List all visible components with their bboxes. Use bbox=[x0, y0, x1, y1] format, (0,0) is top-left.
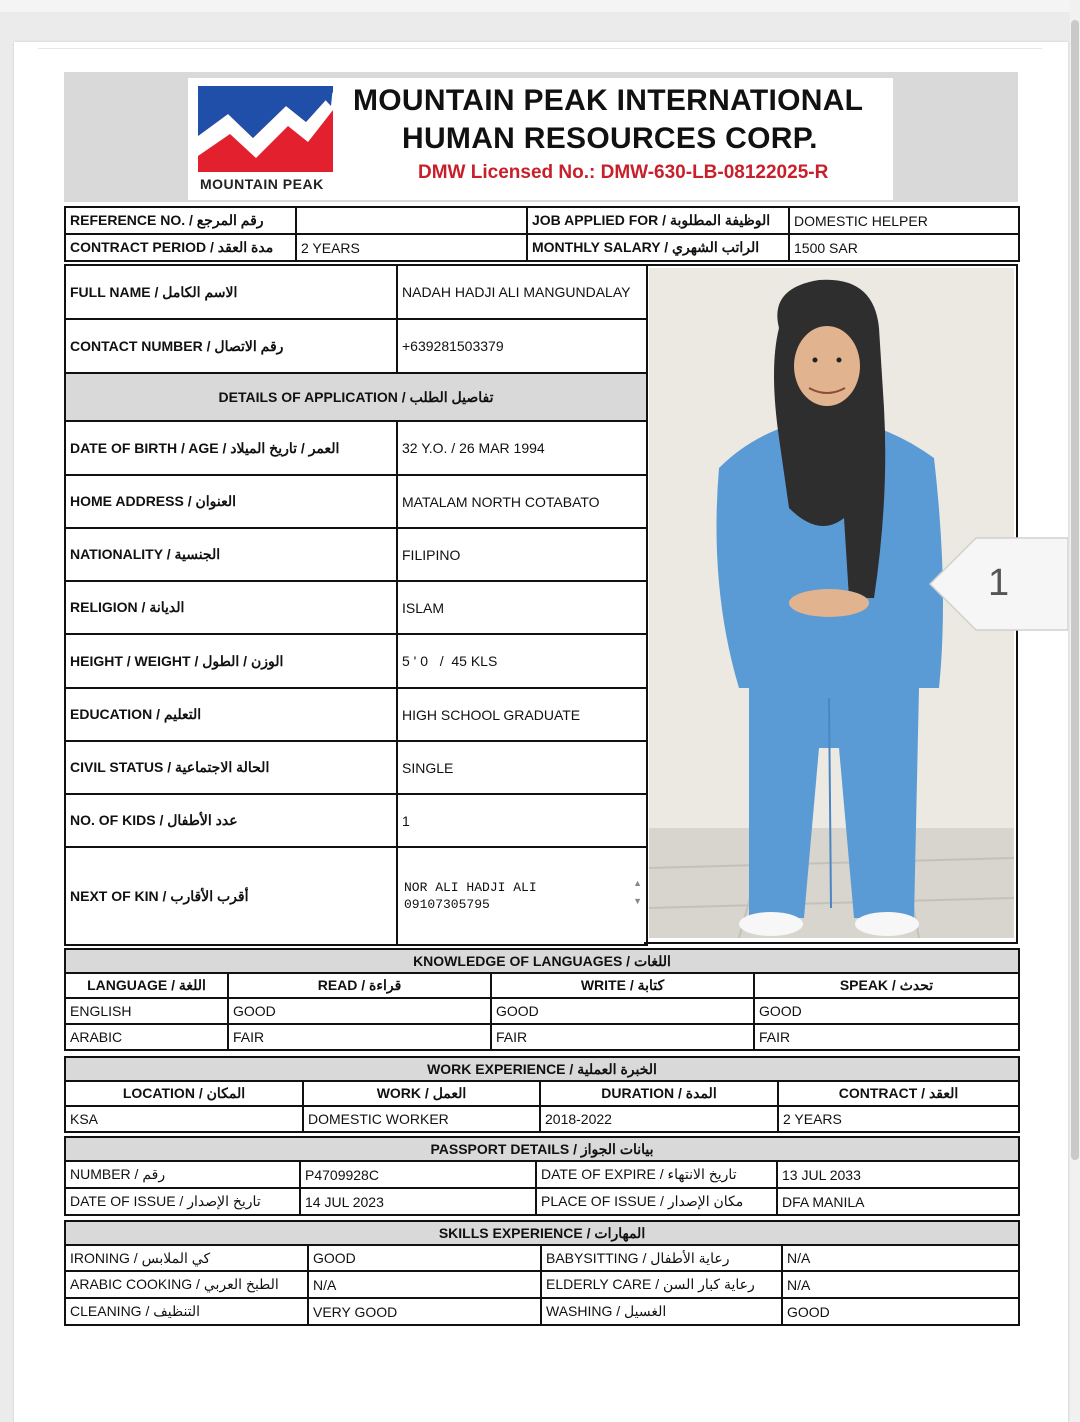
company-name-line2: HUMAN RESOURCES CORP. bbox=[402, 122, 818, 155]
table-cell: CLEANING / التنظيف bbox=[65, 1298, 308, 1325]
company-name-line1: MOUNTAIN PEAK INTERNATIONAL bbox=[353, 84, 864, 117]
contact-number-label: CONTACT NUMBER / رقم الاتصال bbox=[65, 319, 397, 373]
skills-header: SKILLS EXPERIENCE / المهارات bbox=[65, 1221, 1019, 1245]
top-bar bbox=[0, 0, 1080, 12]
nationality-label: NATIONALITY / الجنسية bbox=[65, 528, 397, 581]
table-cell: VERY GOOD bbox=[308, 1298, 541, 1325]
passport-table bbox=[64, 1136, 1020, 1216]
page-number: 1 bbox=[988, 562, 1010, 604]
table-cell: IRONING / كي الملابس bbox=[65, 1245, 308, 1271]
passport-place-value: DFA MANILA bbox=[777, 1188, 1019, 1215]
passport-place-label: PLACE OF ISSUE / مكان الإصدار bbox=[536, 1188, 777, 1215]
table-cell: ELDERLY CARE / رعاية كبار السن bbox=[541, 1271, 782, 1298]
license-number: DMW Licensed No.: DMW-630-LB-08122025-R bbox=[418, 162, 829, 183]
reference-value bbox=[296, 207, 527, 234]
work-experience-header: WORK EXPERIENCE / الخبرة العملية bbox=[65, 1057, 1019, 1081]
civil-status-value: SINGLE bbox=[397, 741, 647, 794]
job-applied-label: JOB APPLIED FOR / الوظيفة المطلوبة bbox=[527, 207, 789, 234]
next-of-kin-field[interactable] bbox=[397, 847, 647, 945]
table-cell: FAIR bbox=[228, 1024, 491, 1050]
scroll-up-icon[interactable]: ▲ bbox=[633, 878, 642, 888]
work-col-header: WORK / العمل bbox=[303, 1081, 540, 1106]
language-col-header: LANGUAGE / اللغة bbox=[65, 973, 228, 998]
religion-value: ISLAM bbox=[397, 581, 647, 634]
personal-details-table bbox=[64, 264, 648, 946]
scrollbar-thumb[interactable] bbox=[1071, 20, 1079, 1160]
page-divider bbox=[38, 48, 1042, 49]
languages-table bbox=[64, 948, 1020, 1051]
table-cell: N/A bbox=[308, 1271, 541, 1298]
passport-issue-label: DATE OF ISSUE / تاريخ الإصدار bbox=[65, 1188, 300, 1215]
full-name-label: FULL NAME / الاسم الكامل bbox=[65, 265, 397, 319]
job-info-table bbox=[64, 206, 1020, 262]
passport-expire-value: 13 JUL 2033 bbox=[777, 1161, 1019, 1188]
contact-number-value: +639281503379 bbox=[397, 319, 647, 373]
table-cell: ENGLISH bbox=[65, 998, 228, 1024]
civil-status-label: CIVIL STATUS / الحالة الاجتماعية bbox=[65, 741, 397, 794]
reference-label: REFERENCE NO. / رقم المرجع bbox=[65, 207, 296, 234]
height-weight-label: HEIGHT / WEIGHT / الوزن / الطول bbox=[65, 634, 397, 688]
table-cell: GOOD bbox=[308, 1245, 541, 1271]
education-label: EDUCATION / التعليم bbox=[65, 688, 397, 741]
table-cell: GOOD bbox=[228, 998, 491, 1024]
nationality-value: FILIPINO bbox=[397, 528, 647, 581]
table-cell: N/A bbox=[782, 1271, 1019, 1298]
duration-col-header: DURATION / المدة bbox=[540, 1081, 778, 1106]
passport-expire-label: DATE OF EXPIRE / تاريخ الانتهاء bbox=[536, 1161, 777, 1188]
next-of-kin-label: NEXT OF KIN / أقرب الأقارب bbox=[65, 847, 397, 945]
languages-header: KNOWLEDGE OF LANGUAGES / اللغات bbox=[65, 949, 1019, 973]
table-cell: DOMESTIC WORKER bbox=[303, 1106, 540, 1132]
table-cell: 2018-2022 bbox=[540, 1106, 778, 1132]
passport-number-label: NUMBER / رقم bbox=[65, 1161, 300, 1188]
table-cell: GOOD bbox=[782, 1298, 1019, 1325]
table-cell: N/A bbox=[782, 1245, 1019, 1271]
logo-wordmark: MOUNTAIN PEAK bbox=[200, 176, 324, 192]
table-cell: FAIR bbox=[491, 1024, 754, 1050]
contract-period-label: CONTRACT PERIOD / مدة العقد bbox=[65, 234, 296, 261]
scrollbar[interactable] bbox=[1070, 0, 1080, 1422]
table-cell: GOOD bbox=[754, 998, 1019, 1024]
table-cell: BABYSITTING / رعاية الأطفال bbox=[541, 1245, 782, 1271]
next-of-kin-phone: 09107305795 bbox=[404, 897, 490, 912]
contract-period-value: 2 YEARS bbox=[296, 234, 527, 261]
table-cell: ARABIC bbox=[65, 1024, 228, 1050]
full-name-value: NADAH HADJI ALI MANGUNDALAY bbox=[397, 265, 647, 319]
no-of-kids-value: 1 bbox=[397, 794, 647, 847]
table-cell: 2 YEARS bbox=[778, 1106, 1019, 1132]
write-col-header: WRITE / كتابة bbox=[491, 973, 754, 998]
monthly-salary-value: 1500 SAR bbox=[789, 234, 1019, 261]
page-number-tab[interactable] bbox=[928, 536, 1068, 632]
height-weight-value: 5 ' 0 / 45 KLS bbox=[397, 634, 647, 688]
monthly-salary-label: MONTHLY SALARY / الراتب الشهري bbox=[527, 234, 789, 261]
location-col-header: LOCATION / المكان bbox=[65, 1081, 303, 1106]
contract-col-header: CONTRACT / العقد bbox=[778, 1081, 1019, 1106]
table-cell: FAIR bbox=[754, 1024, 1019, 1050]
table-cell: KSA bbox=[65, 1106, 303, 1132]
details-of-application-header: DETAILS OF APPLICATION / تفاصيل الطلب bbox=[65, 373, 647, 421]
read-col-header: READ / قراءة bbox=[228, 973, 491, 998]
job-applied-value: DOMESTIC HELPER bbox=[789, 207, 1019, 234]
passport-issue-value: 14 JUL 2023 bbox=[300, 1188, 536, 1215]
dob-age-label: DATE OF BIRTH / AGE / العمر / تاريخ الميلاد bbox=[65, 421, 397, 475]
passport-number-value: P4709928C bbox=[300, 1161, 536, 1188]
company-logo-icon bbox=[198, 86, 333, 172]
next-of-kin-name: NOR ALI HADJI ALI bbox=[404, 880, 537, 895]
home-address-label: HOME ADDRESS / العنوان bbox=[65, 475, 397, 528]
table-cell: GOOD bbox=[491, 998, 754, 1024]
table-cell: WASHING / الغسيل bbox=[541, 1298, 782, 1325]
company-header bbox=[188, 78, 893, 200]
dob-age-value: 32 Y.O. / 26 MAR 1994 bbox=[397, 421, 647, 475]
no-of-kids-label: NO. OF KIDS / عدد الأطفال bbox=[65, 794, 397, 847]
home-address-value: MATALAM NORTH COTABATO bbox=[397, 475, 647, 528]
table-cell: ARABIC COOKING / الطبخ العربي bbox=[65, 1271, 308, 1298]
passport-header: PASSPORT DETAILS / بيانات الجواز bbox=[65, 1137, 1019, 1161]
religion-label: RELIGION / الديانة bbox=[65, 581, 397, 634]
skills-table bbox=[64, 1220, 1020, 1326]
education-value: HIGH SCHOOL GRADUATE bbox=[397, 688, 647, 741]
speak-col-header: SPEAK / تحدث bbox=[754, 973, 1019, 998]
scroll-down-icon[interactable]: ▼ bbox=[633, 896, 642, 906]
work-experience-table bbox=[64, 1056, 1020, 1133]
